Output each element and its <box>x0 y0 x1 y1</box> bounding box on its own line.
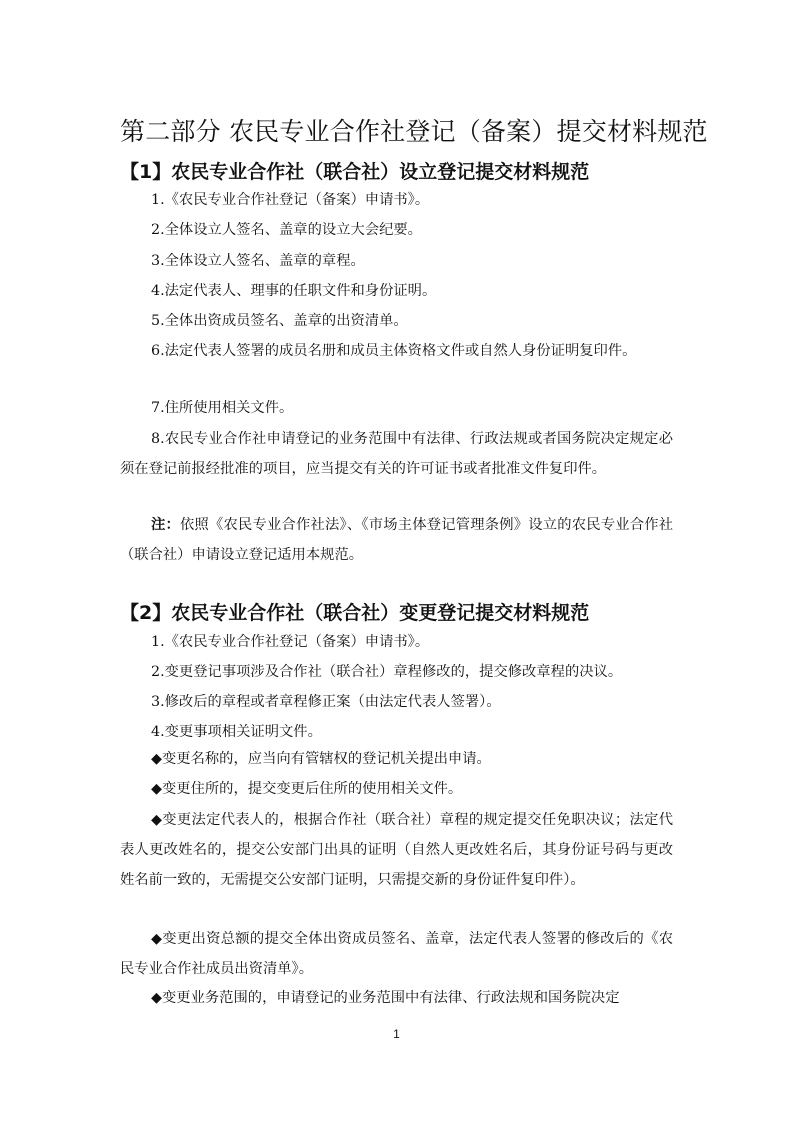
section-1-item-1: 1.《农民专业合作社登记（备案）申请书》。 <box>151 192 430 208</box>
note-label: 注： <box>151 517 180 533</box>
section-1-heading: 【1】农民专业合作社（联合社）设立登记提交材料规范 <box>120 161 590 183</box>
section-2-item-4: 4.变更事项相关证明文件。 <box>151 724 322 740</box>
document-title: 第二部分 农民专业合作社登记（备案）提交材料规范 <box>120 117 708 146</box>
section-1-item-3: 3.全体设立人签名、盖章的章程。 <box>151 253 365 269</box>
section-1-item-2: 2.全体设立人签名、盖章的设立大会纪要。 <box>151 222 422 238</box>
section-1-item-8: 8.农民专业合作社申请登记的业务范围中有法律、行政法规或者国务院决定规定必须在登记前报经批准的项目，应当提交有关的许可证书或者批准文件复印件。 <box>120 431 673 477</box>
section-2-item-2: 2.变更登记事项涉及合作社（联合社）章程修改的，提交修改章程的决议。 <box>151 664 623 680</box>
section-1-item-4: 4.法定代表人、理事的任职文件和身份证明。 <box>151 283 437 299</box>
section-1-item-6: 6.法定代表人签署的成员名册和成员主体资格文件或自然人身份证明复印件。 <box>151 343 637 359</box>
section-2-heading: 【2】农民专业合作社（联合社）变更登记提交材料规范 <box>120 602 590 624</box>
section-1-note <box>120 510 673 570</box>
note-text: 依照《农民专业合作社法》、《市场主体登记管理条例》设立的农民专业合作社（联合社）申请设立登记适用本规范。 <box>120 517 673 563</box>
section-2-item-9: ◆变更业务范围的，申请登记的业务范围中有法律、行政法规和国务院决定 <box>151 990 620 1006</box>
section-2-item-3: 3.修改后的章程或者章程修正案（由法定代表人签署）。 <box>151 694 501 710</box>
section-2-item-7: ◆变更法定代表人的，根据合作社（联合社）章程的规定提交任免职决议；法定代表人更改姓名的，提交公安部门出具的证明（自然人更改姓名后，其身份证号码与更改姓名前一致的，无需提交公安部门证明，只需提交新的身份证件复印件）。 <box>120 812 673 888</box>
section-2-item-6: ◆变更住所的，提交变更后住所的使用相关文件。 <box>151 781 463 797</box>
page-number: 1 <box>393 1027 400 1041</box>
section-2-item-5: ◆变更名称的，应当向有管辖权的登记机关提出申请。 <box>151 751 491 767</box>
section-2-item-8: ◆变更出资总额的提交全体出资成员签名、盖章，法定代表人签署的修改后的《农民专业合作社成员出资清单》。 <box>120 931 673 977</box>
section-2-item-1: 1.《农民专业合作社登记（备案）申请书》。 <box>151 634 430 650</box>
section-1-item-7: 7.住所使用相关文件。 <box>151 400 294 416</box>
section-1-item-5: 5.全体出资成员签名、盖章的出资清单。 <box>151 313 408 329</box>
